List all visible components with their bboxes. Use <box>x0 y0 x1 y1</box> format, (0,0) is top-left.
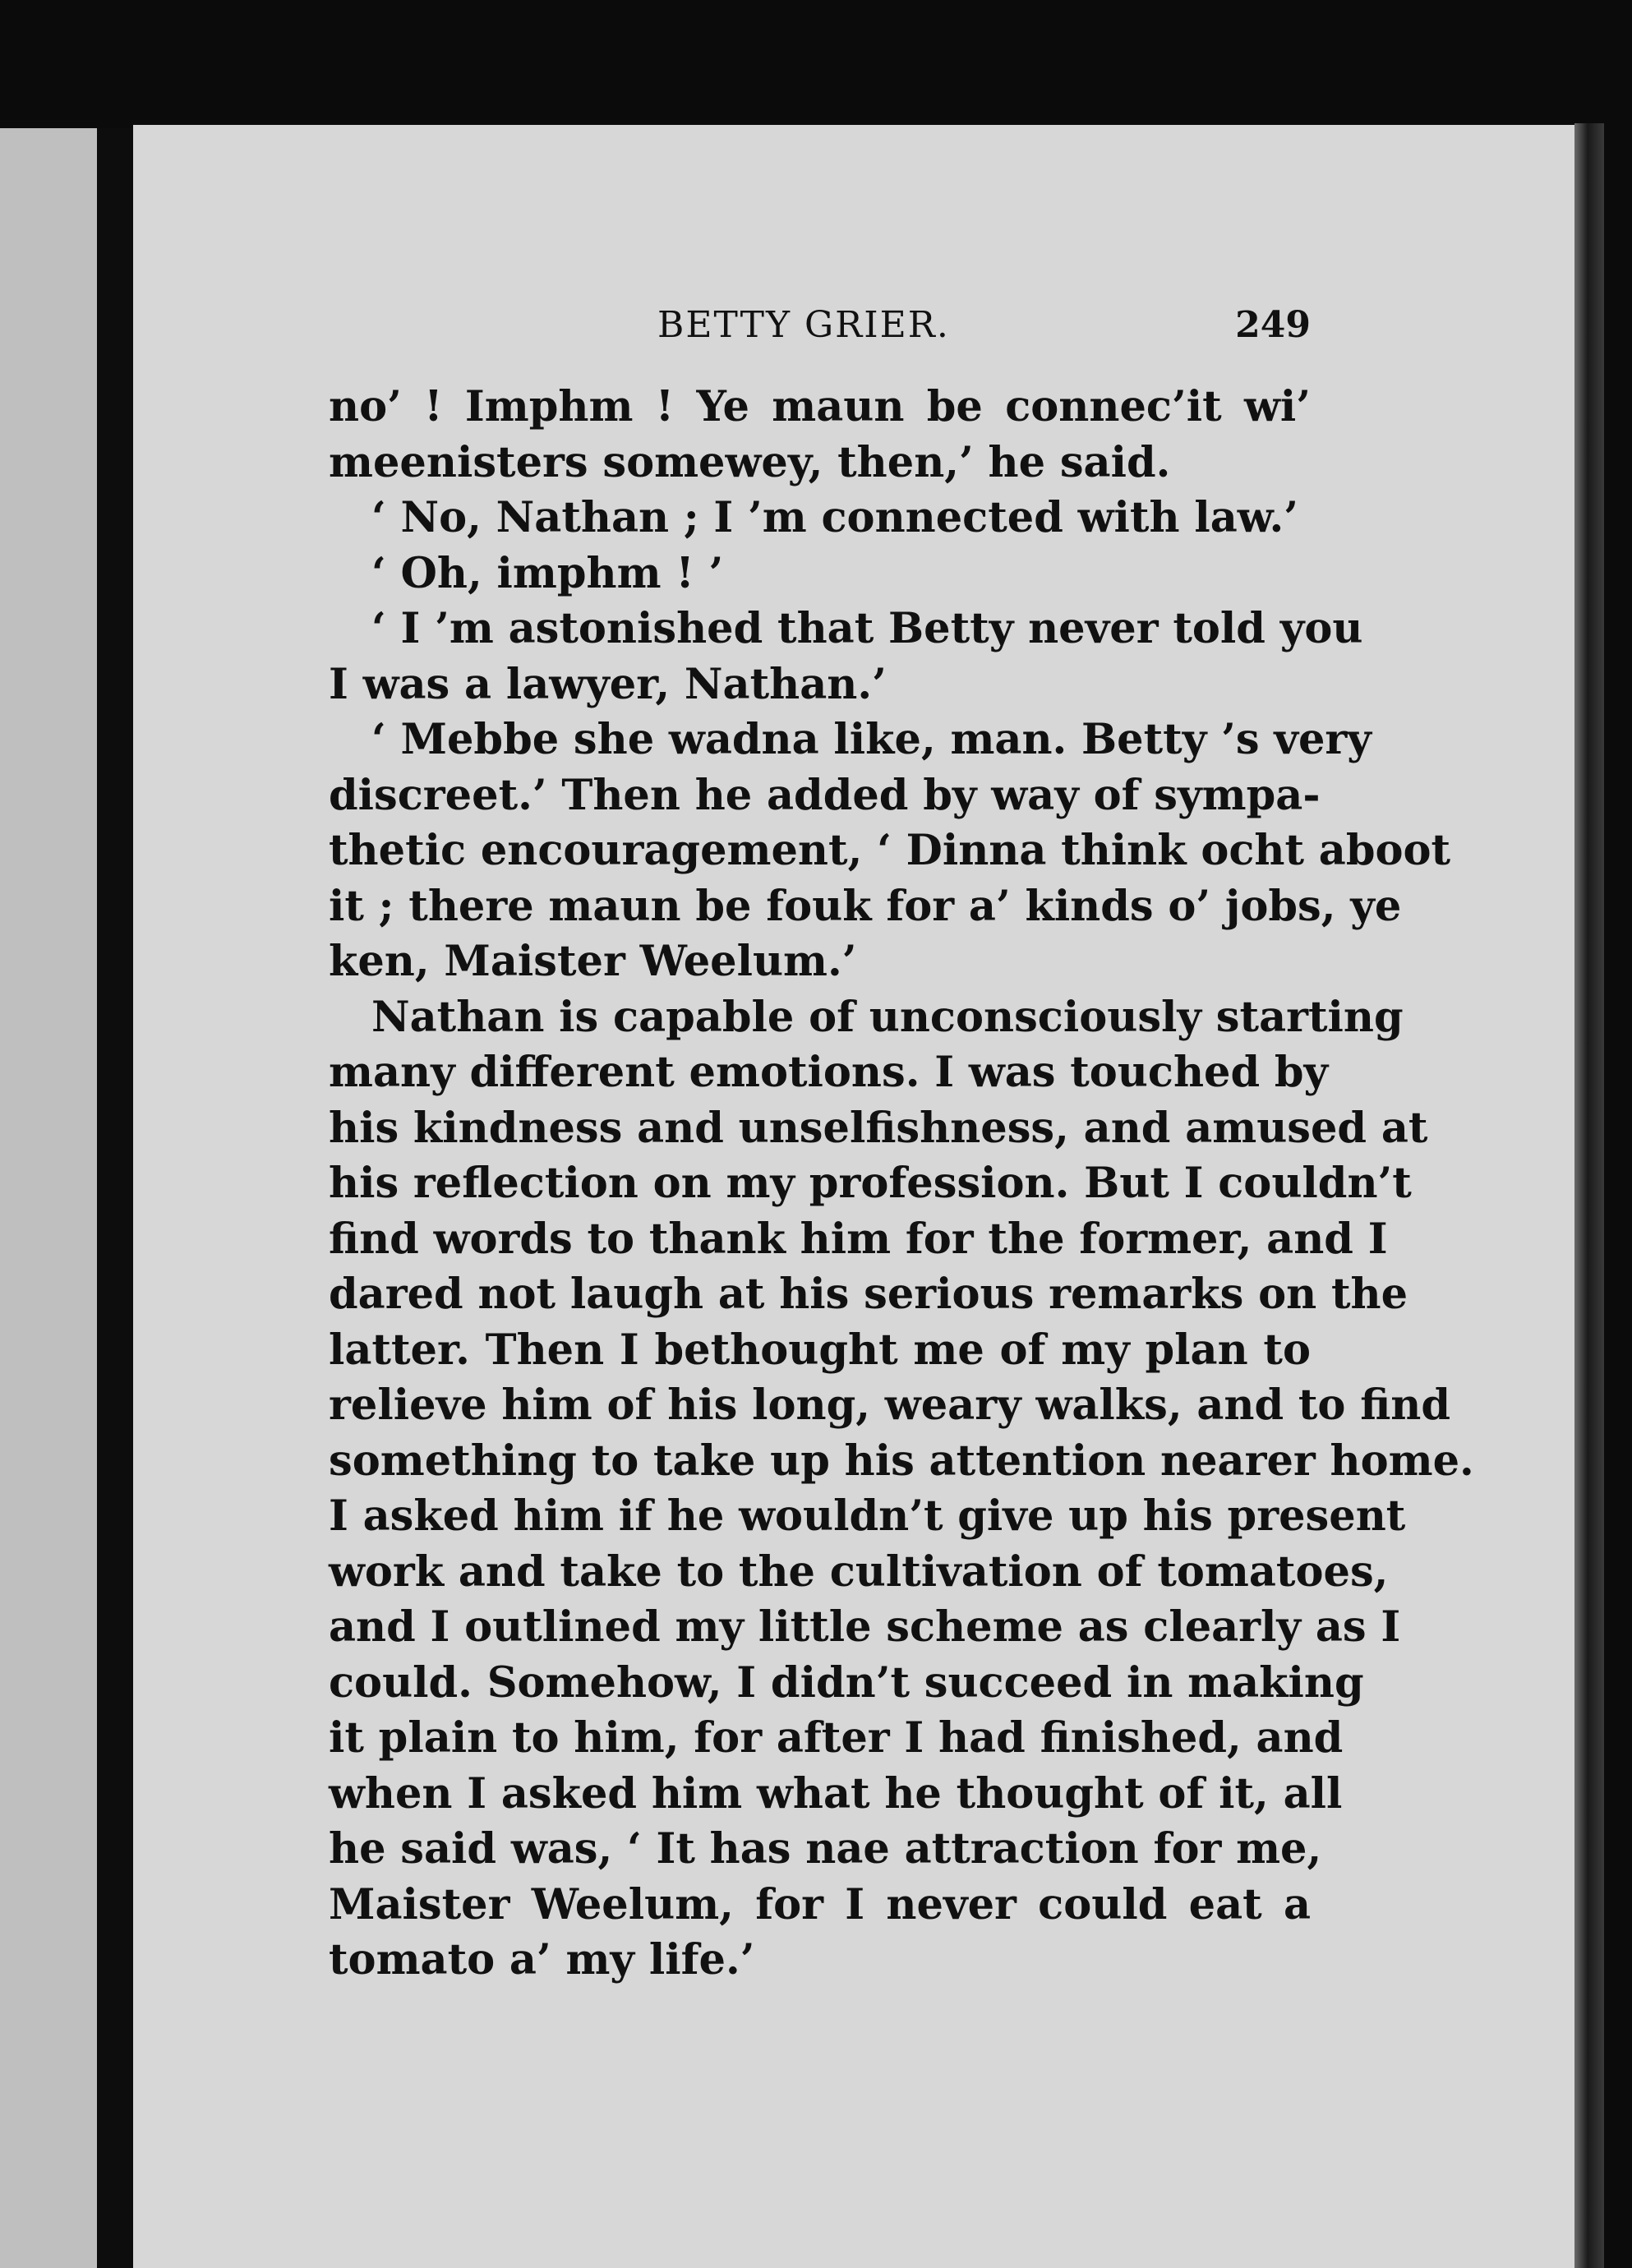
page-header <box>329 304 1311 353</box>
text-line: ‘ Oh, imphm ! ’ <box>371 548 724 598</box>
text-line: could. Somehow, I didn’t succeed in making <box>329 1657 1364 1708</box>
text-line: ‘ Mebbe she wadna like, man. Betty ’s very <box>371 715 1372 764</box>
text-line: it ; there maun be fouk for a’ kinds o’ jobs, ye <box>329 881 1402 931</box>
text-line: his kindness and unselfishness, and amused at <box>329 1103 1428 1153</box>
text-line: many different emotions. I was touched by <box>329 1048 1329 1097</box>
text-line: he said was, ‘ It has nae attraction for me, <box>329 1824 1322 1874</box>
text-line: I asked him if he wouldn’t give up his present <box>329 1491 1406 1541</box>
text-line: Nathan is capable of unconsciously starting <box>371 992 1404 1042</box>
text-line: thetic encouragement, ‘ Dinna think ocht aboot <box>329 826 1451 875</box>
page-number: 249 <box>1235 304 1311 346</box>
text-line: Maister Weelum, for I never could eat a <box>329 1879 1311 1929</box>
text-line: find words to thank him for the former, and I <box>329 1214 1388 1264</box>
text-line: something to take up his attention nearer home. <box>329 1436 1474 1486</box>
book-gutter <box>97 128 136 2268</box>
text-line: discreet.’ Then he added by way of sympa- <box>329 770 1321 820</box>
text-line: dared not laugh at his serious remarks on the <box>329 1270 1408 1319</box>
text-line: relieve him of his long, weary walks, and to find <box>329 1381 1451 1430</box>
facing-page-edge <box>0 128 104 2268</box>
running-title: BETTY GRIER. <box>657 304 950 346</box>
text-line: ken, Maister Weelum.’ <box>329 937 857 986</box>
text-line: when I asked him what he thought of it, all <box>329 1768 1343 1819</box>
text-line: work and take to the cultivation of tomatoes, <box>329 1547 1389 1597</box>
text-line: it plain to him, for after I had finished, and <box>329 1713 1344 1763</box>
text-line: no’ ! Imphm ! Ye maun be connec’it wi’ <box>329 382 1311 431</box>
text-line: and I outlined my little scheme as clearly as I <box>329 1602 1401 1652</box>
text-line: ‘ No, Nathan ; I ’m connected with law.’ <box>371 493 1299 542</box>
text-line: ‘ I ’m astonished that Betty never told you <box>371 604 1363 653</box>
body-text <box>329 380 1474 1989</box>
text-line: I was a lawyer, Nathan.’ <box>329 659 887 709</box>
text-line: latter. Then I bethought me of my plan to <box>329 1325 1311 1375</box>
text-line: meenisters somewey, then,’ he said. <box>329 437 1171 487</box>
page-edge-shadow <box>1574 123 1604 2268</box>
text-line: tomato a’ my life.’ <box>329 1935 755 1984</box>
text-line: his reflection on my profession. But I couldn’t <box>329 1159 1412 1208</box>
